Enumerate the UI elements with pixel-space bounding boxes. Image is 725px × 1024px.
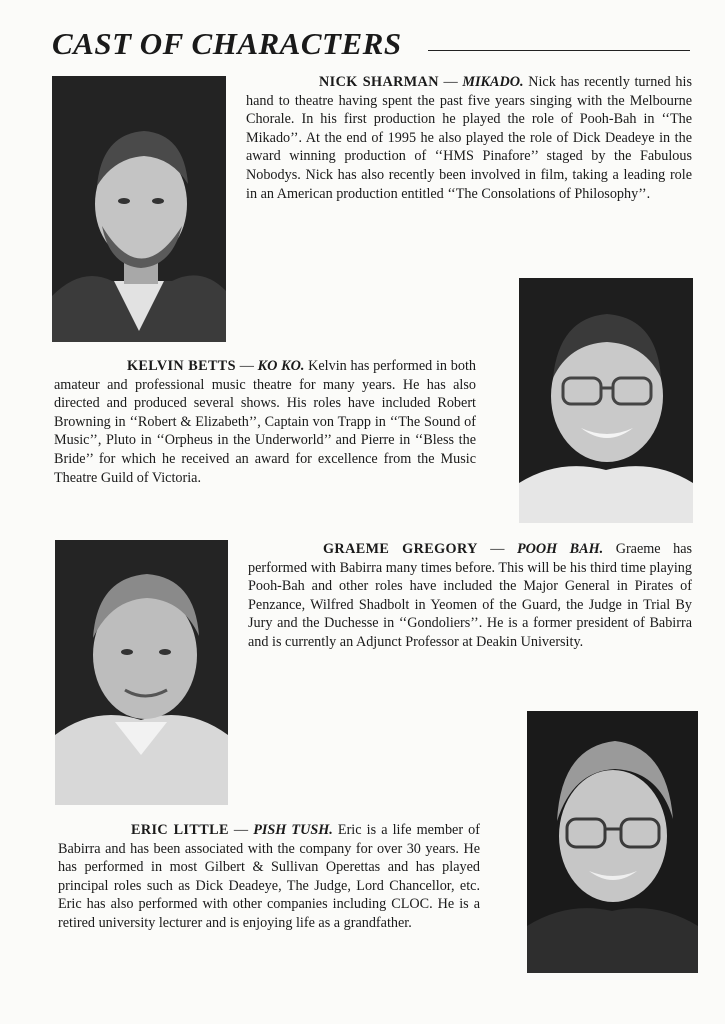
bio-eric-little — [58, 821, 480, 933]
bio-nick-sharman — [246, 73, 692, 203]
cast-name: ERIC LITTLE — [131, 822, 229, 838]
cast-bio-text: Kelvin has performed in both amateur and professional music theatre for many years. He has also directed and produced several shows. His roles have included Robert Browning in ‘‘Robert & Elizabeth’’, Captain von Trapp in ‘‘The Sound of Music’’, Pluto in ‘‘Orpheus in the Underworld’’ and Pierre in ‘‘Bless the Bride’’ for which he received an award for excellence from the Music Theatre Guild of Victoria. — [54, 358, 476, 486]
cast-role: PISH TUSH. — [253, 822, 333, 838]
page-title: CAST OF CHARACTERS — [52, 26, 402, 61]
portrait-kelvin-betts — [519, 278, 693, 523]
cast-bio-text: Nick has recently turned his hand to theatre having spent the past five years singing with the Melbourne Chorale. In his first production he played the role of Pooh-Bah in ‘‘The Mikado’’. At the end of 1995 he also played the role of Dick Deadeye in the award winning production of ‘‘HMS Pinafore’’ staged by the Fabulous Nobodys. Nick has also recently been involved in film, taking a leading role in an American production entitled ‘‘The Consolations of Philosophy’’. — [246, 74, 692, 202]
cast-role: MIKADO. — [462, 74, 524, 90]
portrait-graeme-gregory — [55, 540, 228, 805]
cast-name: NICK SHARMAN — [319, 74, 439, 90]
bio-graeme-gregory — [248, 540, 692, 652]
cast-name: KELVIN BETTS — [127, 358, 236, 374]
title-underline — [428, 50, 690, 51]
cast-role: POOH BAH. — [516, 541, 604, 557]
cast-role: KO KO. — [257, 358, 305, 374]
name-separator: — — [438, 74, 463, 90]
cast-name: GRAEME GREGORY — [323, 541, 478, 557]
name-separator: — — [235, 358, 258, 374]
name-separator: — — [228, 822, 254, 838]
cast-bio-text: Graeme has performed with Babirra many times before. This will be his third time playing Pooh-Bah and other roles have included the Major General in Pirates of Penzance, Wilfred Shadbolt in Yeomen of the Guard, the Judge in Trial By Jury and the Duchesse in ‘‘Gondoliers’’. He is a former president of Babirra and is currently an Adjunct Professor at Deakin University. — [248, 541, 693, 650]
bio-kelvin-betts — [54, 357, 476, 487]
portrait-eric-little — [527, 711, 698, 973]
name-separator: — — [477, 541, 517, 557]
cast-bio-text: Eric is a life member of Babirra and has been associated with the company for over 30 years. He has performed in most Gilbert & Sullivan Operettas and has played principal roles such as Dick Deadeye, The Judge, Lord Chancellor, etc. Eric has also performed with other companies including CLOC. He is a retired university lecturer and is enjoying life as a grandfather. — [58, 822, 480, 931]
portrait-nick-sharman — [52, 76, 226, 342]
